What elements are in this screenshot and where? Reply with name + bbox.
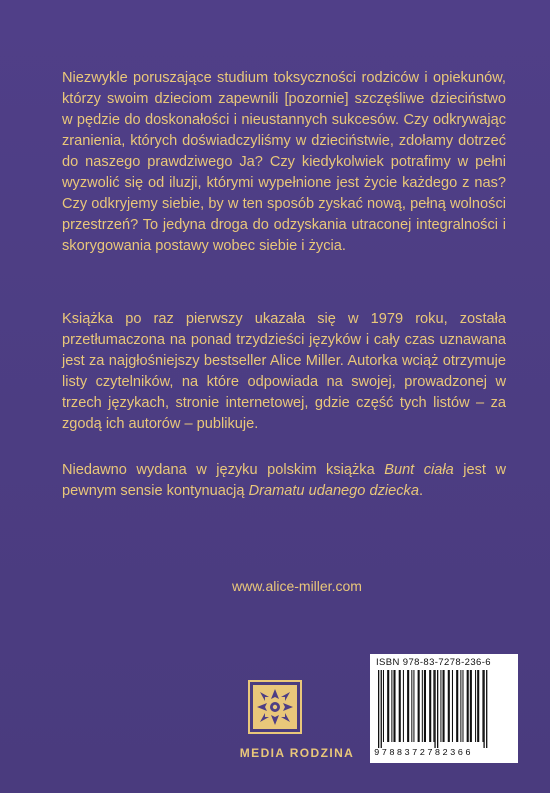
author-website: www.alice-miller.com [232, 578, 362, 594]
blurb-paragraph-1: Niezwykle poruszające studium toksyczności rodziców i opiekunów, którzy swoim dzieciom zapewnili [pozornie] szczęśliwe dzieciństwo w pędzie do doskonałości i nieustannych sukcesów. Czy odkrywając zranienia, których doświadczyliśmy w dzieciństwie, zdołamy dotrzeć do naszego prawdziwego Ja? Czy kiedykolwiek potrafimy w pełni wyzwolić się od iluzji, którymi wypełnione jest życie każdego z nas? Czy odkryjemy siebie, by w ten sposób zyskać nową, pełną wolności przestrzeń? To jedyna droga do odzyskania utraconej integralności i skorygowania postawy wobec siebie i życia. [62, 70, 506, 254]
book-title-dramat: Dramatu udanego dziecka [248, 483, 419, 499]
book-title-bunt-ciala: Bunt ciała [384, 462, 454, 478]
media-rodzina-logo-icon [248, 680, 302, 734]
blurb-paragraph-3 [62, 460, 506, 502]
blurb-paragraph-2: Książka po raz pierwszy ukazała się w 1979 roku, została przetłumaczona na ponad trzydzieści języków i cały czas uznawana jest za najgłośniejszy bestseller Alice Miller. Autorka wciąż otrzymuje listy czytelników, na które odpowiada na swojej, prowadzonej w trzech językach, stronie internetowej, gdzie część tych listów – za zgodą ich autorów – publikuje. [62, 311, 506, 432]
publisher-name: MEDIA RODZINA [239, 746, 355, 760]
barcode [370, 654, 518, 763]
isbn-label: ISBN 978-83-7278-236-6 [376, 657, 491, 668]
publisher-logo [226, 680, 368, 770]
blurb-text: Niedawno wydana w języku polskim książka [62, 462, 385, 478]
blurb-text: . [418, 483, 424, 499]
barcode-bars [376, 670, 512, 748]
blurb-text: jest w pewnym sensie kontynuacją [62, 462, 506, 499]
barcode-number: 9788372782366 [374, 748, 473, 758]
